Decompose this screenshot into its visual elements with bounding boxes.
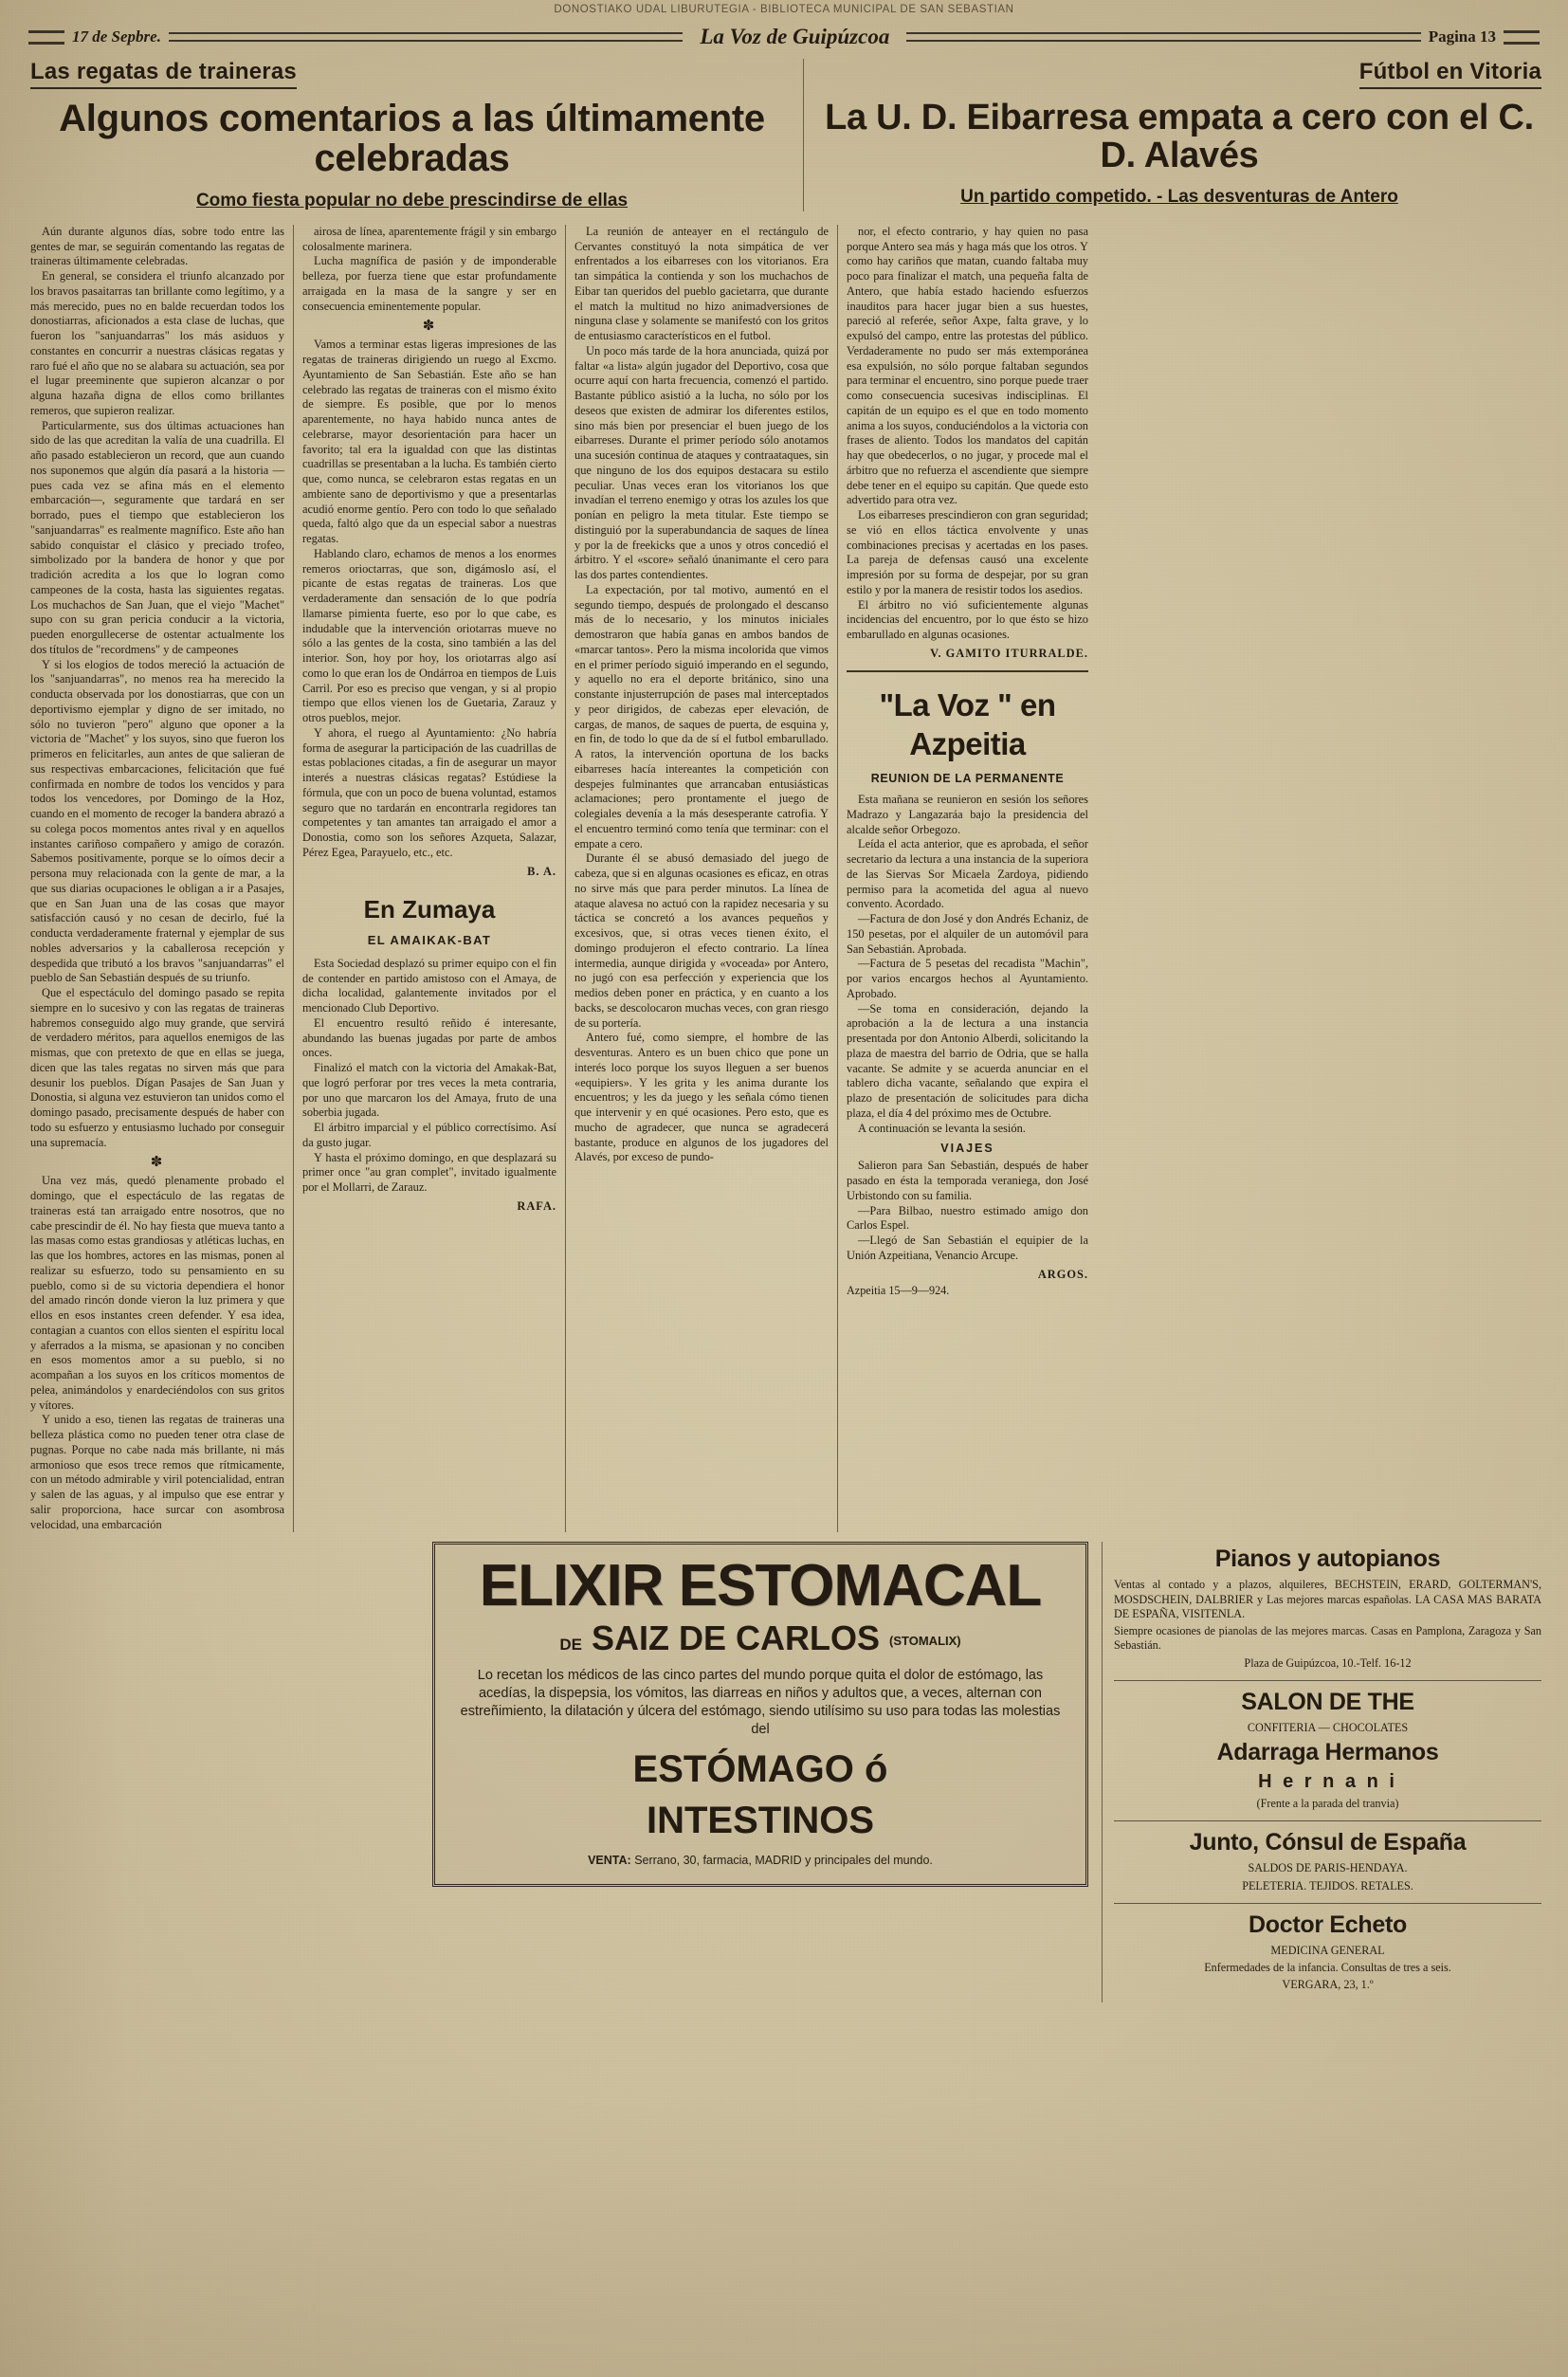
ad-left-filler — [30, 1542, 419, 2002]
paragraph: Una vez más, quedó plenamente probado el domingo, que el espectáculo de las regatas de traineras está tan arraigado entre nosotros, que no cabe prescindir de él. No hay fiesta que mueva tanto a las masas como estas grandiosas y atléticas luchas, en las que los hombres, actores en las mismas, ponen al realizar su esfuerzo, todo su pensamiento en su pueblo, como si de su victoria dependiera el honor del amado rincón donde vieron la luz primera y que ellos en esos instantes creen defender. Y esa idea, contagian a cuantos con ellos sienten el espíritu local y aferrados a la misma, se apasionan y no conciben en esos momentos amor a su pueblo, si no acompañan a los suyos en los críticos momentos de pelea, animándolos y enardeciéndolos con sus gritos y vítores. — [30, 1174, 285, 1412]
left-story-header — [30, 59, 803, 211]
divider — [1114, 1820, 1541, 1821]
ad-body-text: Lo recetan los médicos de las cinco partes del mundo porque quita el dolor de estómago, las acedías, la dispepsia, los vómitos, las diarreas en niños y adultos que, a veces, alternan con estreñimiento, la dilatación y úlcera del estómago, siendo utilísimo su uso para todas las molestias del — [460, 1668, 1061, 1737]
ad-salon-de-the[interactable] — [1114, 1689, 1541, 1812]
page-content — [30, 59, 1541, 2360]
ad-doctor-title: Doctor Echeto — [1249, 1911, 1407, 1938]
ad-consul-de-espana[interactable] — [1114, 1829, 1541, 1893]
elixir-ad-box[interactable] — [432, 1542, 1088, 1887]
article-columns — [30, 225, 1541, 1533]
divider — [1114, 1903, 1541, 1904]
paragraph: En general, se considera el triunfo alcanzado por los bravos pasaitarras tan brillante como legítimo, y a más merecido, pues no en balde recuerdan todos los donostiarras, aficionados a esta clase de luchas, que fueron los "sanjuandarras" los más asiduos y constantes en concurrir a nuestras clásicas regatas y raro fué el año que no se alabara su actuación, sea por el lugar preeminente que supieron alcanzar o por alguna hazaña digna de ellos como brillantes remeros, que supieron realizar. — [30, 269, 284, 417]
paragraph: La reunión de anteayer en el rectángulo de Cervantes constituyó la nota simpática de ver enfrentados a los eibarreses con los vitorianos. Era tan simpática la contienda y son los muchachos de Eibar tan queridos del pueblo gacietarra, que durante el match la multitud no hizo animadversiones de ninguna clase y solamente se manifestó con los gritos de entusiasmo característicos en el futbol. — [574, 224, 829, 343]
azpeitia-title: "La Voz " en Azpeitia — [879, 686, 1056, 762]
masthead-dash-right — [1504, 30, 1540, 45]
dinkus: ✽ — [422, 319, 437, 335]
ad-consul-title: Junto, Cónsul de España — [1189, 1829, 1467, 1856]
ad-pianos-line-1: Ventas al contado y a plazos, alquileres, BECHSTEIN, ERARD, GOLTERMAN'S, MOSDSCHEIN, DALBRIER y Las mejores marcas españolas. LA CASA MAS BARATA DE ESPAÑA, VISITENLA. — [1114, 1578, 1541, 1620]
masthead-title: La Voz de Guipúzcoa — [700, 25, 890, 48]
paragraph: —Se toma en consideración, dejando la aprobación a la de lectura a una instancia presentada por don Antonio Alberdi, solicitando la plaza de maestra del barrio de Odria, que se halla vacante. Se admite y se acuerda anunciar en el tablero dicha vacante, señalando que expira el plazo de presentación de solicitudes para dicha plaza, el día 4 del próximo mes de Octubre. — [847, 1001, 1088, 1120]
ad-de-word: DE — [559, 1636, 582, 1655]
paragraph: A continuación se levanta la sesión. — [858, 1121, 1026, 1135]
ad-salon-brand: Adarraga Hermanos — [1216, 1739, 1439, 1766]
right-story-header — [803, 59, 1541, 211]
ad-venta-line — [450, 1854, 1070, 1867]
ad-doctor-address: VERGARA, 23, 1.º — [1282, 1978, 1374, 1992]
ad-venta-text: Serrano, 30, farmacia, MADRID y principales del mundo. — [634, 1854, 933, 1868]
paragraph: —Para Bilbao, nuestro estimado amigo don Carlos Espel. — [847, 1203, 1088, 1233]
ad-salon-sub: CONFITERIA — CHOCOLATES — [1247, 1720, 1409, 1734]
right-story-subhead: Un partido competido. - Las desventuras de Antero — [960, 186, 1398, 207]
paragraph: Antero fué, como siempre, el hombre de las desventuras. Antero es un buen chico que pone un interés loco porque los suyos lleguen a ser buenos «equipiers». Y les grita y les anima durante los encuentros; y les da juego y les señala cómo tienen que intervenir y en qué ocasiones. Pero esto, que es mucho de agradecer, que nunca se agradecerá bastante, produce en algunos de los jugadores del Alavés, por exceso de pundo- — [574, 1031, 829, 1164]
masthead-page-number: Pagina 13 — [1428, 27, 1496, 46]
paragraph: Los eibarreses prescindieron con gran seguridad; se vió en ellos táctica envolvente y unas combinaciones precisas y acertadas en los pases. La pareja de defensas causó una excelente impresión por su forma de despejar, por su gran estilo y por la manera de resistir todos los asedios. — [847, 508, 1088, 596]
dinkus: ✽ — [150, 1155, 165, 1171]
divider — [847, 670, 1088, 672]
azpeitia-dateline: Azpeitia 15—9—924. — [847, 1284, 950, 1298]
paragraph: Que el espectáculo del domingo pasado se repita siempre en lo sucesivo y con las regatas de traineras habremos conseguido algo muy grande, que servirá de verdadero méritos, para aquellos enemigos de las mismas, que con pretexto de que en ellas se juega, dicen que las tales regatas no sirven más que para desunir los pueblos. Dígan Pasajes de San Juan y Donostia, si alguna vez estuvieron tan unidos como el domingo pasado, precisamente después de haber con todo su esfuerzo y entusiasmo luchado por conseguir una supremacía. — [30, 986, 284, 1149]
ad-estomago: ESTÓMAGO ó — [632, 1748, 888, 1791]
paragraph: —Llegó de San Sebastián el equipier de la Unión Azpeitiana, Venancio Arcupe. — [847, 1234, 1088, 1262]
zumaya-subtitle: EL AMAIKAK-BAT — [367, 933, 492, 948]
zumaya-title: En Zumaya — [363, 895, 496, 924]
paragraph: Un poco más tarde de la hora anunciada, quizá por faltar «a lista» algún jugador del Deportivo, cosa que ocurre aquí con harta frecuencia, comenzó el partido. Bastante público asistió a la lucha, no sólo por los deseos que existen de admirar los diferentes estilos, sino más bien por presenciar el buen juego de los eibarreses. Durante el primer período sólo anotamos una sucesión continua de ataques y contraataques, sin que ninguno de los dos equipos destacara su estilo peculiar. Unas veces eran los vitorianos los que invadían el terreno enemigo y otras los azules los que ponían en peligro la meta titular. Este tiempo se distinguió por la superabundancia de saques de línea y por la de freekicks que a unos y otros concedió el árbitro. Y el «score» señaló únanimante el cero para las dos partes contendientes. — [574, 343, 829, 582]
column-1 — [30, 225, 284, 1533]
paragraph: Leída el acta anterior, que es aprobada, el señor secretario da lectura a una instancia de la superiora de las Siervas Sor Micaela Zardoya, pidiendo permiso para la acometida del agua al nuevo convento. Acordado. — [847, 837, 1088, 911]
byline: ARGOS. — [1037, 1267, 1088, 1281]
paragraph: Esta mañana se reunieron en sesión los señores Madrazo y Langazaráa bajo la presidencia del alcalde señor Orbegozo. — [847, 793, 1088, 836]
byline: V. GAMITO ITURRALDE. — [930, 646, 1088, 660]
left-story-subhead: Como fiesta popular no debe prescindirse de ellas — [195, 190, 629, 210]
advertising-area — [30, 1542, 1541, 2002]
paragraph: Salieron para San Sebastián, después de haber pasado en ésta la temporada veraniega, don José Urbistondo con su familia. — [847, 1159, 1088, 1202]
left-story-headline: Algunos comentarios a las últimamente celebradas — [59, 98, 765, 180]
azpeitia-viajes-title: VIAJES — [940, 1142, 994, 1156]
paragraph: Particularmente, sus dos últimas actuaciones han sido de las que acreditan la valía de una cuadrilla. El año pasado establecieron un record, que aun cuando nos suponemos que algún día pasará a la historia —pues cada vez se afina más en el elemento embarcación—, seguramente que tardará en ser borrado, pues el tiempo que establecieron los "sanjuandarras" es realmente magnífico. Este año han sabido conquistar el clásico y preciado trofeo, simbolizado por la bandera de honor y que por tradición acredita a los que lo logran como campeones de la costa, hasta las siguientes regatas. Los muchachos de San Juan, que el viejo "Machet" supo con su gran pericia conducir a la victoria, pueden enorgullecerse de ostentar actualmente los dos títulos de "recordmens" y de campeones — [30, 418, 284, 656]
paragraph: La expectación, por tal motivo, aumentó en el segundo tiempo, después de prolongado el descanso más de lo necesario, y los minutos iniciales demostraron que había ganas en ambos bandos de «marcar tantos». Pero la misma incolorida que vimos en el primer período siguió imperando en el segundo, y aquello no era el deporte británico, sino una constante injusterrupción de pases mal interceptados y peor dirigidos, de cabezas eper elevación, de cargas, de manos, de saques de puerta, de esquina y, en fin, de todo lo que da de sí el futbol embarullado. A ratos, la intervención oportuna de los backs eibarreses hacía intereantes la competición con despejes fulminantes que arrancaban entusiásticas aclamaciones; pero prontamente el juego de colegiales devenía a la más desesperante catrofia. Y el encuentro terminó como tenía que terminar: con el empate a cero. — [574, 582, 829, 850]
small-ads-column — [1102, 1542, 1541, 2002]
paragraph: airosa de línea, aparentemente frágil y sin embargo colosalmente marinera. — [302, 224, 556, 253]
column-rule — [293, 225, 294, 1533]
paragraph: El árbitro imparcial y el público correctísimo. Así da gusto jugar. — [302, 1121, 556, 1149]
right-story-headline: La U. D. Eibarresa empata a cero con el C. D. Alavés — [825, 98, 1534, 176]
masthead-rule-right — [906, 32, 1420, 42]
ad-pianos[interactable] — [1114, 1545, 1541, 1671]
ad-saiz-de-carlos: SAIZ DE CARLOS — [592, 1618, 881, 1658]
ad-salon-town: H e r n a n i — [1258, 1771, 1397, 1793]
paragraph: —Factura de 5 pesetas del recadista "Machin", por varios encargos hechos al Ayuntamiento. Aprobado. — [847, 957, 1088, 1000]
paragraph: —Factura de don José y don Andrés Echaniz, de 150 pesetas, por el alquiler de un automóvil para San Sebastián. Aprobada. — [847, 912, 1088, 956]
column-rule — [565, 225, 566, 1533]
paragraph: Hablando claro, echamos de menos a los enormes remeros orioctarras, que son, digámoslo así, el picante de estas regatas de traineras. Los que verdaderamente dan sensación de lo que podría llamarse pimienta fuerte, eso por lo que cabe, es indudable que la intervención oriotarras mueve no sólo a las gentes de la costa, sino también a las del interior. Son, hoy por hoy, los oriotarras algo así como lo que eran los de Ondárroa en tiempos de Luis Carril. Por eso es preciso que vengan, y si al propio tiempo que ellos vienen los de Guetaria, Zarauz y otros pueblos, mejor. — [302, 546, 556, 725]
ad-pianos-title: Pianos y autopianos — [1214, 1545, 1441, 1573]
ad-doctor-line: Enfermedades de la infancia. Consultas de tres a seis. — [1204, 1961, 1451, 1975]
ad-intestinos: INTESTINOS — [646, 1800, 875, 1842]
paragraph: Esta Sociedad desplazó su primer equipo con el fin de contender en partido amistoso con el Amaya, de dicha localidad, galantemente invitados por el mencionado Club Deportivo. — [302, 956, 556, 1015]
column-rule — [837, 225, 838, 1533]
paragraph: Aún durante algunos días, sobre todo entre las gentes de mar, se seguirán comentando las regatas de traineras últimamente celebradas. — [30, 224, 284, 268]
library-header: DONOSTIAKO UDAL LIBURUTEGIA - BIBLIOTECA MUNICIPAL DE SAN SEBASTIAN — [554, 4, 1014, 15]
right-story-kicker: Fútbol en Vitoria — [1359, 59, 1541, 89]
ad-consul-line-1: SALDOS DE PARIS-HENDAYA. — [1248, 1861, 1408, 1875]
ad-doctor-sub: MEDICINA GENERAL — [1270, 1943, 1385, 1957]
ad-pianos-address: Plaza de Guipúzcoa, 10.-Telf. 16-12 — [1244, 1655, 1412, 1670]
paragraph: Finalizó el match con la victoria del Amakak-Bat, que logró perforar por tres veces la meta contraria, por uno que marcaron los del Amaya, fruto de una soberbia jugada. — [302, 1061, 556, 1120]
paragraph: Vamos a terminar estas ligeras impresiones de las regatas de traineras dirigiendo un ruego al Excmo. Ayuntamiento de San Sebastián. Este año se han celebrado las regatas de traineras con el mismo éxito de siempre. Es posible, que por lo menos aparentemente, no haya habido nunca antes de celebrarse, mayor desorientación para hacer un favorito; tal era la igualdad con que las distintas cuadrillas se presentaban a la lucha. Es también cierto que, como nunca, se celebraron estas regatas en un ambiente sano de deportivismo y que a presentarlas acudió enorme gentío. Pero con todo lo que señalado queda, faltó algo que da un especial sabor a nuestras regatas. — [302, 338, 556, 546]
ad-consul-line-2: PELETERIA. TEJIDOS. RETALES. — [1242, 1878, 1413, 1892]
column-3 — [574, 225, 829, 1533]
masthead-dash-left — [28, 30, 64, 45]
paragraph: Y si los elogios de todos mereció la actuación de los "sanjuandarras", no menos rea ha merecido la conducta observada por los donostiarras, que con un deportivismo ejemplar y digno de ser imitado, no sólo no tuvieron "pero" alguno que oponer a la victoria de "Machet" y los suyos, sino que fueron los primeros en felicitarles, aun antes de que salieran de sus respectivas embarcaciones, felicitación que fué confirmada en nombre de todos los vencidos y para todos los vencedores, por Domingo de la Hoz, cuando en el momento de recoger la bandera abrazó a su colega pocos momentos antes rival y en aquellos instantes cariñoso compañero y amigo de corazón. Sabemos positivamente, porque se lo oímos decir a persona muy relacionada con la gente de mar, a la que sus diarias ocupaciones le obligan a ir a Pasajes, que en San Juan una de las cosas que mayor satisfacción causó y no cesan de decirlo, fué la conducta verdaderamente fraternal y ejemplar de sus nobles adversarios y la caballerosa recepción y despedida que tributó a los bravos "sanjuandarras" el pueblo de San Sebastián después de su triunfo. — [30, 657, 284, 985]
paragraph: El árbitro no vió suficientemente algunas incidencias del encuentro, por lo que ésto se hizo embarullado en algunas ocasiones. — [847, 597, 1088, 642]
paragraph: Y unido a eso, tienen las regatas de traineras una belleza plástica como no pueden tener otra clase de pugnas. Porque no cabe nada más brillante, ni más armonioso que esos trece remos que rítmicamente, con un método admirable y viril potencialidad, entran y salen de las aguas, y al impulso que ese entrar y salir proporciona, hace surcar con asombrosa velocidad, una embarcación — [30, 1413, 284, 1531]
left-story-kicker: Las regatas de traineras — [30, 59, 297, 89]
azpeitia-section-title: REUNION DE LA PERMANENTE — [870, 772, 1065, 786]
paragraph: El encuentro resultó reñido é interesante, abundando las buenas jugadas por parte de ambos onces. — [302, 1015, 556, 1060]
paragraph: Durante él se abusó demasiado del juego de cabeza, que si en algunas ocasiones es eficaz, en otras no sirve más que para perder minutos. La línea de ataque alavesa no actuó con la rapidez necesaria y su táctica se concretó a los avances pequeños y excesivos, que, si otras veces tienen éxito, el domingo produjeron el efecto contrario. La línea intermedia, aunque dirigida y «voceada» por Antero, no jugó con esa perfección y experiencia que los medios deben poner en práctica, y en cuanto a los backs, se descolocaron muchas veces, con gran riesgo de su portería. — [574, 851, 829, 1030]
masthead-rule-left — [169, 32, 683, 42]
ad-stomalix: (STOMALIX) — [889, 1634, 961, 1649]
masthead — [28, 25, 1540, 49]
byline: RAFA. — [517, 1198, 556, 1213]
ad-brand-name: ELIXIR ESTOMACAL — [479, 1553, 1042, 1619]
ad-pianos-line-2: Siempre ocasiones de pianolas de las mejores marcas. Casas en Pamplona, Zaragoza y San Sebastián. — [1114, 1624, 1541, 1653]
column-2 — [302, 225, 556, 1533]
column-4 — [847, 225, 1088, 1533]
ad-doctor-echeto[interactable] — [1114, 1911, 1541, 1993]
ad-brand-subname — [450, 1618, 1070, 1658]
masthead-date: 17 de Sepbre. — [72, 27, 161, 46]
ad-venta-label: VENTA: — [588, 1854, 631, 1868]
headlines-row — [30, 59, 1541, 211]
paragraph: nor, el efecto contrario, y hay quien no pasa porque Antero sea más y haga más que los otros. Y como hay cariños que matan, cuando faltaba muy poco para finalizar el match, una pequeña falta de Antero, que había estado haciendo esfuerzos inauditos para hacer jugar bien a sus huestes, pareció al referée, señor Axpe, falta grave, y lo expulsó del campo, entre las protestas del público. Verdaderamente no pudo ser más extemporánea esa expulsión, no sólo porque faltaban segundos para terminar el encuentro, sino porque puede traer como consecuencia sucesivas indisciplinas. El capitán de un equipo es el que en todo momento anima a los suyos, conduciéndolos a la victoria con frases de aliento. Todos los mandatos del capitán hay que obedecerlos, o no jugar, y procede mal el árbitro que no refuerza el ascendiente que siempre debe tener en el equipo su capitán. Que quede esto advertido para otra vez. — [847, 224, 1088, 507]
paragraph: Y hasta el próximo domingo, en que desplazará su primer once "au gran complet", invitado igualmente por el Mollarri, de Zarauz. — [302, 1150, 556, 1195]
byline: B. A. — [527, 864, 556, 878]
divider — [1114, 1680, 1541, 1681]
paragraph: Lucha magnífica de pasión y de imponderable belleza, por fuerza tiene que estar profundamente arraigada en la masa de la sangre y ser en consecuencia eminentemente popular. — [302, 254, 556, 313]
ad-salon-note: (Frente a la parada del tranvia) — [1256, 1797, 1399, 1811]
ad-salon-title: SALON DE THE — [1241, 1688, 1414, 1715]
main-advertisement[interactable] — [419, 1542, 1102, 2002]
paragraph: Y ahora, el ruego al Ayuntamiento: ¿No habría forma de asegurar la participación de las cuadrillas de estas poblaciones citadas, a fin de asegurar un mayor interés a nuestras clásicas regatas? Estúdiese la fórmula, que con un poco de buena voluntad, estamos seguro que no tardarán en encontrarla regidores tan competentes y tan amantes tan arraigado el amor a Donostia, como son los señores Azqueta, Salazar, Pérez Egea, Parayuelo, etc., etc. — [302, 725, 556, 859]
